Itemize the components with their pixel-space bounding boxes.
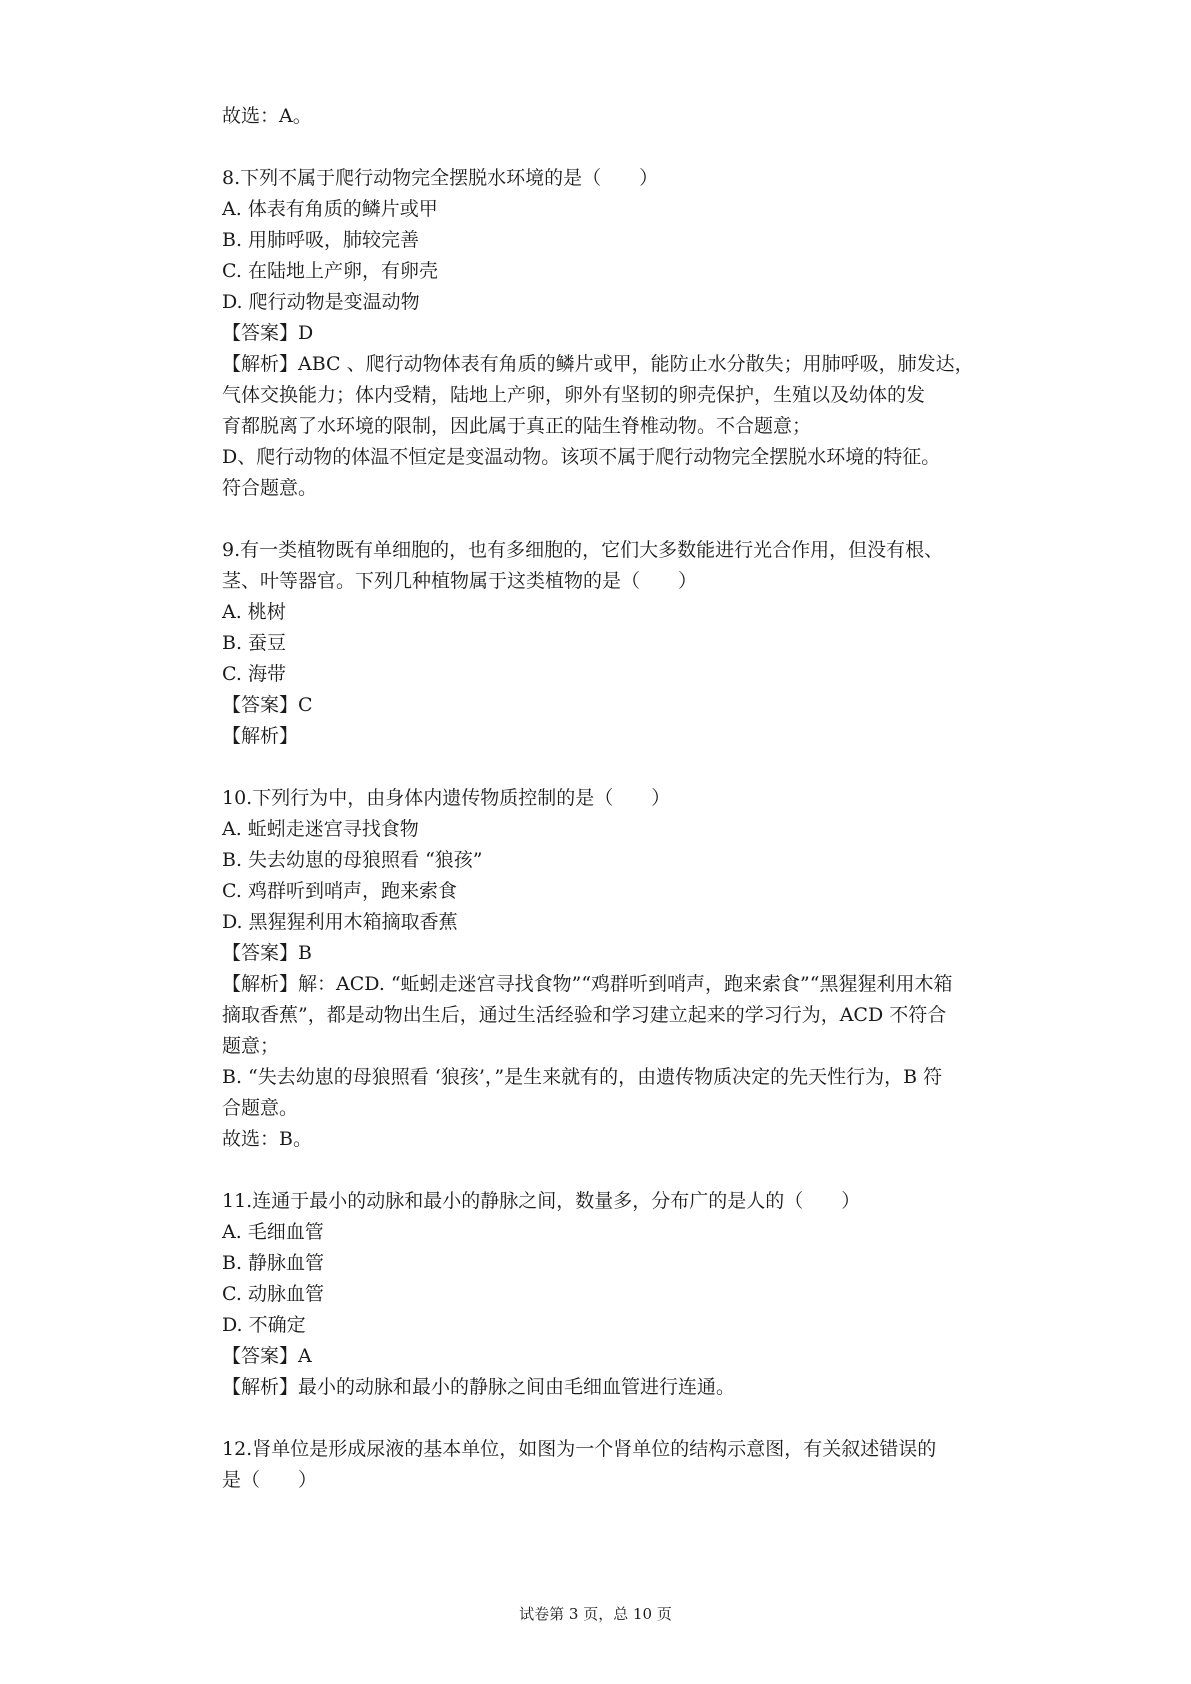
text-line: 【答案】A [222, 1345, 312, 1367]
text-line: 故选：B。 [222, 1128, 312, 1150]
text-line: B. “失去幼崽的母狼照看 ‘狼孩’，”是生来就有的，由遗传物质决定的先天性行为，B 符 [222, 1066, 943, 1088]
paragraph-gap [222, 1155, 1042, 1186]
text-line: D. 不确定 [222, 1314, 306, 1336]
text-line: A. 桃树 [222, 601, 286, 623]
text-line: C. 动脉血管 [222, 1283, 324, 1305]
text-line: 摘取香蕉”，都是动物出生后，通过生活经验和学习建立起来的学习行为，ACD 不符合 [222, 1004, 947, 1026]
text-line: 【答案】B [222, 942, 312, 964]
question-block [222, 101, 1042, 132]
text-line: 合题意。 [222, 1097, 299, 1119]
page-footer: 试卷第 3 页，总 10 页 [519, 1605, 672, 1623]
paragraph-gap [222, 752, 1042, 783]
question-block [222, 535, 1042, 752]
text-line: C. 海带 [222, 663, 286, 685]
text-line: 12.肾单位是形成尿液的基本单位，如图为一个肾单位的结构示意图，有关叙述错误的 [222, 1438, 937, 1460]
text-line: A. 毛细血管 [222, 1221, 324, 1243]
text-line: D. 爬行动物是变温动物 [222, 291, 420, 313]
text-line: 9.有一类植物既有单细胞的，也有多细胞的，它们大多数能进行光合作用，但没有根、 [222, 539, 944, 561]
text-line: 育都脱离了水环境的限制，因此属于真正的陆生脊椎动物。不合题意； [222, 415, 812, 437]
paragraph-gap [222, 132, 1042, 163]
paragraph-gap [222, 1403, 1042, 1434]
text-line: 茎、叶等器官。下列几种植物属于这类植物的是（ ） [222, 570, 698, 592]
text-line: B. 静脉血管 [222, 1252, 325, 1274]
text-line: 11.连通于最小的动脉和最小的静脉之间，数量多，分布广的是人的（ ） [222, 1190, 861, 1212]
text-line: 符合题意。 [222, 477, 318, 499]
question-block [222, 1434, 1042, 1496]
text-line: 题意； [222, 1035, 280, 1057]
text-line: 气体交换能力；体内受精，陆地上产卵，卵外有坚韧的卵壳保护，生殖以及幼体的发 [222, 384, 926, 406]
text-line: 【解析】最小的动脉和最小的静脉之间由毛细血管进行连通。 [222, 1376, 736, 1398]
text-line: 【答案】D [222, 322, 314, 344]
text-line: B. 用肺呼吸，肺较完善 [222, 229, 420, 251]
text-line: 【答案】C [222, 694, 313, 716]
text-line: A. 体表有角质的鳞片或甲 [222, 198, 438, 220]
question-block [222, 783, 1042, 1155]
text-line: 【解析】 [222, 725, 299, 747]
question-block [222, 1186, 1042, 1403]
text-line: 是（ ） [222, 1469, 318, 1491]
document-body [222, 101, 1042, 1496]
text-line: 【解析】ABC 、爬行动物体表有角质的鳞片或甲，能防止水分散失；用肺呼吸，肺发达， [222, 353, 974, 375]
paragraph-gap [222, 504, 1042, 535]
question-block [222, 163, 1042, 504]
text-line: B. 蚕豆 [222, 632, 287, 654]
text-line: 10.下列行为中，由身体内遗传物质控制的是（ ） [222, 787, 671, 809]
text-line: B. 失去幼崽的母狼照看 “狼孩” [222, 849, 483, 871]
text-line: C. 在陆地上产卵，有卵壳 [222, 260, 438, 282]
text-line: 8.下列不属于爬行动物完全摆脱水环境的是（ ） [222, 167, 659, 189]
text-line: 【解析】解：ACD. “蚯蚓走迷宫寻找食物”“鸡群听到哨声，跑来索食”“黑猩猩利用木箱 [222, 973, 953, 995]
text-line: 故选：A。 [222, 105, 312, 127]
text-line: C. 鸡群听到哨声，跑来索食 [222, 880, 457, 902]
text-line: D、爬行动物的体温不恒定是变温动物。该项不属于爬行动物完全摆脱水环境的特征。 [222, 446, 941, 468]
text-line: D. 黑猩猩利用木箱摘取香蕉 [222, 911, 458, 933]
text-line: A. 蚯蚓走迷宫寻找食物 [222, 818, 419, 840]
